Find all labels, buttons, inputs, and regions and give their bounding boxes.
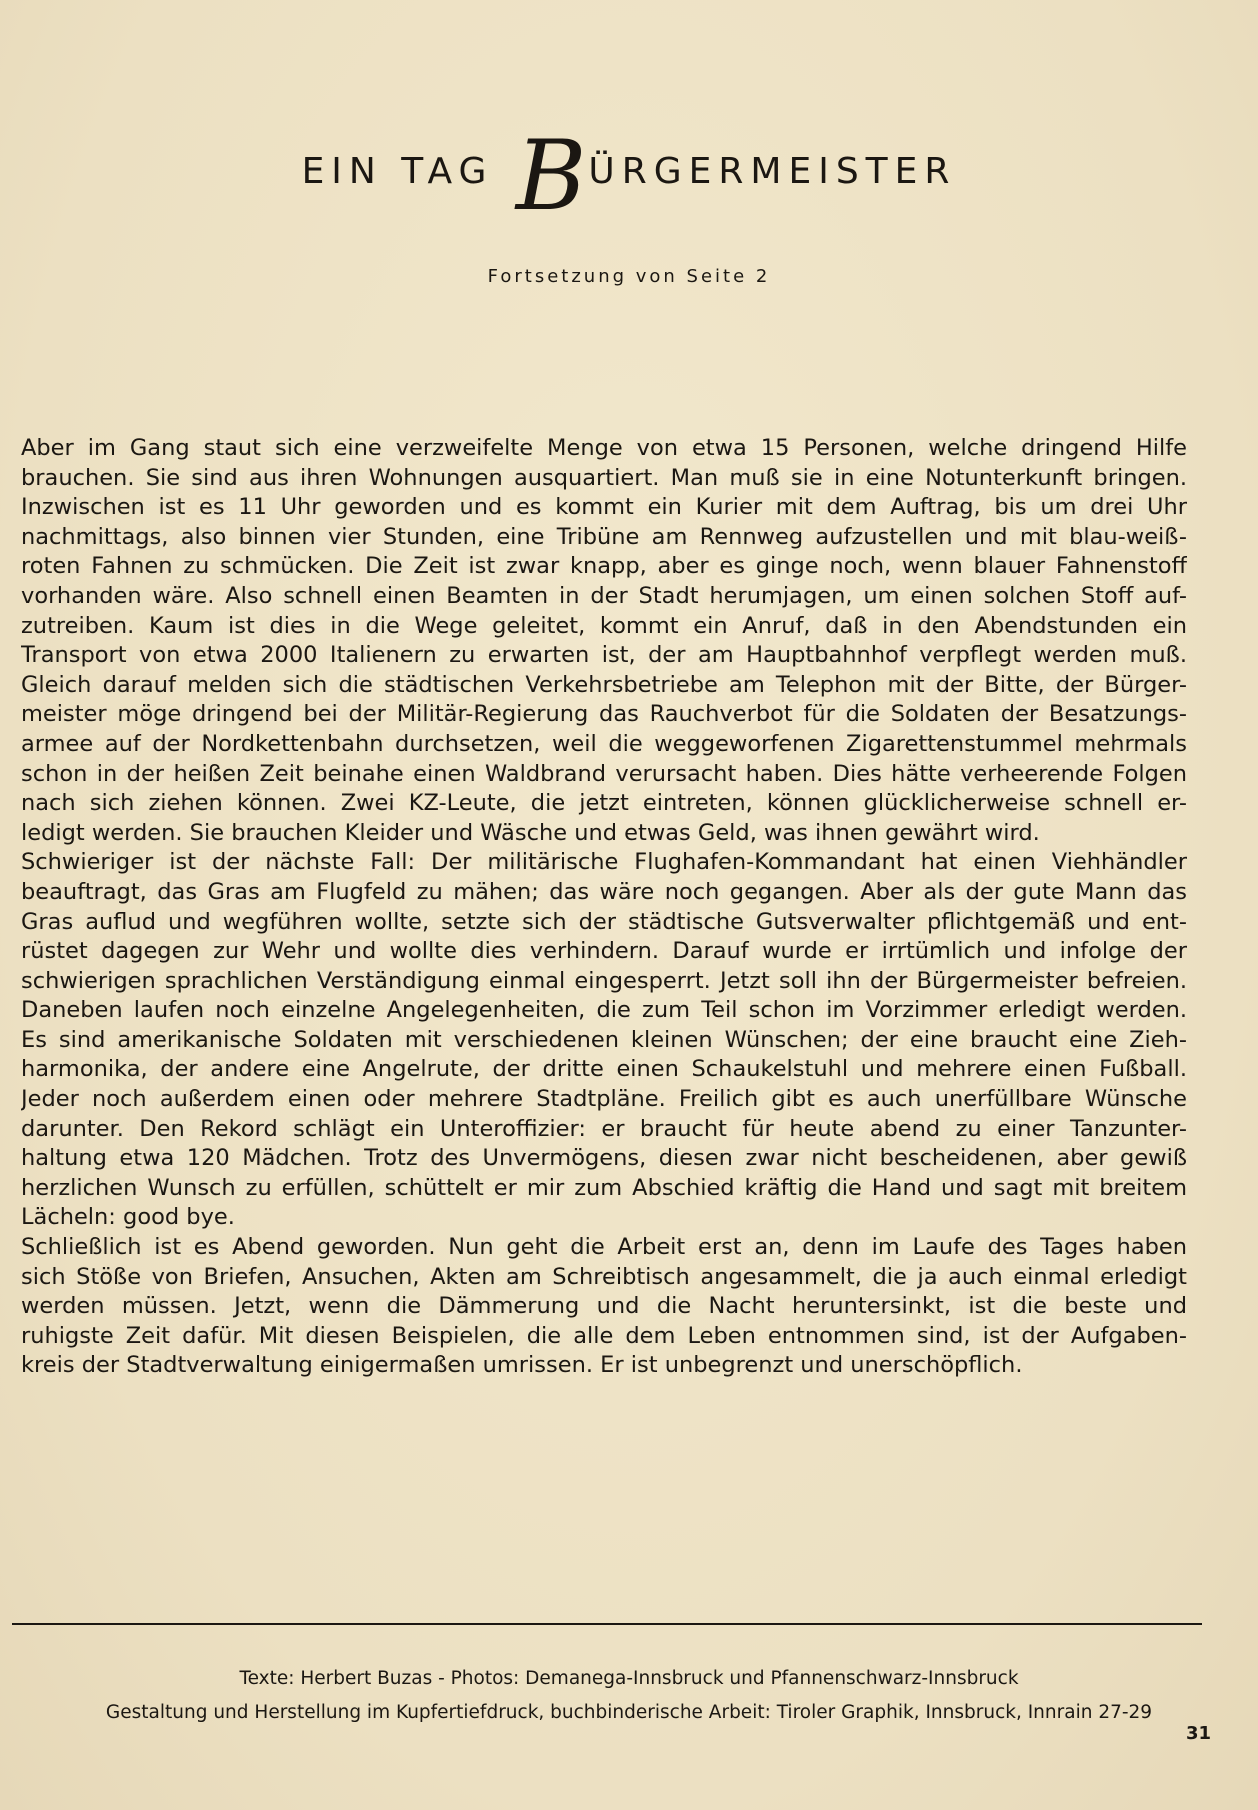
body-line: haltung etwa 120 Mädchen. Trotz des Unvermögens, diesen zwar nicht bescheidenen, aber gewiß	[21, 1145, 1187, 1172]
body-line: darunter. Den Rekord schlägt ein Unteroffizier: er braucht für heute abend zu einer Tanzunter-	[21, 1115, 1187, 1142]
body-line: armee auf der Nordkettenbahn durchsetzen, weil die weggeworfenen Zigarettenstummel mehrmals	[21, 730, 1187, 757]
body-line: ledigt werden. Sie brauchen Kleider und Wäsche und etwas Geld, was ihnen gewährt wird.	[21, 819, 1040, 846]
article-body	[21, 434, 1187, 1381]
body-line: Gras auflud und wegführen wollte, setzte sich der städtische Gutsverwalter pflichtgemäß und ent-	[21, 908, 1187, 935]
body-line: schon in der heißen Zeit beinahe einen Waldbrand verursacht haben. Dies hätte verheerende Folgen	[21, 760, 1187, 787]
body-line: Schließlich ist es Abend geworden. Nun geht die Arbeit erst an, denn im Laufe des Tages haben	[21, 1234, 1187, 1261]
body-line: kreis der Stadtverwaltung einigermaßen umrissen. Er ist unbegrenzt und unerschöpflich.	[21, 1352, 1023, 1379]
body-line: sich Stöße von Briefen, Ansuchen, Akten am Schreibtisch angesammelt, die ja auch einmal erledigt	[21, 1263, 1187, 1290]
credits-production: Gestaltung und Herstellung im Kupfertiefdruck, buchbinderische Arbeit: Tiroler Graphik, Innsbruck, Innrain 27-29	[105, 1702, 1153, 1723]
body-line: herzlichen Wunsch zu erfüllen, schüttelt er mir zum Abschied kräftig die Hand und sagt mit breitem	[21, 1174, 1187, 1201]
body-line: Inzwischen ist es 11 Uhr geworden und es kommt ein Kurier mit dem Auftrag, bis um drei Uhr	[21, 494, 1187, 521]
body-line: brauchen. Sie sind aus ihren Wohnungen ausquartiert. Man muß sie in eine Notunterkunft bringen.	[21, 464, 1187, 491]
body-line: vorhanden wäre. Also schnell einen Beamten in der Stadt herumjagen, um einen solchen Stoff auf-	[21, 582, 1187, 609]
title-rest: ÜRGERMEISTER	[588, 151, 957, 192]
footer-divider	[12, 1623, 1202, 1625]
body-line: schwierigen sprachlichen Verständigung einmal eingesperrt. Jetzt soll ihn der Bürgermeister befreien.	[21, 967, 1187, 994]
body-line: roten Fahnen zu schmücken. Die Zeit ist zwar knapp, aber es ginge noch, wenn blauer Fahnenstoff	[21, 553, 1187, 580]
body-line: Jeder noch außerdem einen oder mehrere Stadtpläne. Freilich gibt es auch unerfüllbare Wünsche	[21, 1086, 1187, 1113]
body-line: harmonika, der andere eine Angelrute, der dritte einen Schaukelstuhl und mehrere einen Fußball.	[21, 1056, 1187, 1083]
body-line: Daneben laufen noch einzelne Angelegenheiten, die zum Teil schon im Vorzimmer erledigt werden.	[21, 997, 1187, 1024]
body-line: Gleich darauf melden sich die städtischen Verkehrsbetriebe am Telephon mit der Bitte, der Bürger-	[21, 671, 1187, 698]
footer-credits	[0, 1662, 1258, 1730]
body-line: beauftragt, das Gras am Flugfeld zu mähen; das wäre noch gegangen. Aber als der gute Mann das	[21, 878, 1187, 905]
page-number: 31	[1186, 1723, 1212, 1744]
body-line: nachmittags, also binnen vier Stunden, eine Tribüne am Rennweg aufzustellen und mit blau-weiß-	[21, 523, 1187, 550]
continuation-note: Fortsetzung von Seite 2	[487, 266, 771, 287]
body-line: zutreiben. Kaum ist dies in die Wege geleitet, kommt ein Anruf, daß in den Abendstunden ein	[21, 612, 1187, 639]
body-line: Es sind amerikanische Soldaten mit verschiedenen kleinen Wünschen; der eine braucht eine Zieh-	[21, 1026, 1187, 1053]
body-line: rüstet dagegen zur Wehr und wollte dies verhindern. Darauf wurde er irrtümlich und infolge der	[21, 938, 1187, 965]
title-decorative-initial: B	[515, 120, 587, 232]
body-line: meister möge dringend bei der Militär-Regierung das Rauchverbot für die Soldaten der Besatzungs-	[21, 701, 1187, 728]
body-line: Schwieriger ist der nächste Fall: Der militärische Flughafen-Kommandant hat einen Viehhändler	[21, 849, 1187, 876]
page-title	[0, 120, 1258, 232]
credits-text-photo: Texte: Herbert Buzas - Photos: Demanega-Innsbruck und Pfannenschwarz-Innsbruck	[239, 1668, 1019, 1689]
body-line: werden müssen. Jetzt, wenn die Dämmerung und die Nacht heruntersinkt, ist die beste und	[21, 1293, 1187, 1320]
body-line: nach sich ziehen können. Zwei KZ-Leute, die jetzt eintreten, können glücklicherweise schnell er-	[21, 790, 1187, 817]
body-line: Transport von etwa 2000 Italienern zu erwarten ist, der am Hauptbahnhof verpflegt werden muß.	[21, 642, 1187, 669]
body-line: ruhigste Zeit dafür. Mit diesen Beispielen, die alle dem Leben entnommen sind, ist der Aufgaben-	[21, 1322, 1187, 1349]
title-prefix: EIN TAG	[301, 151, 494, 192]
body-line: Aber im Gang staut sich eine verzweifelte Menge von etwa 15 Personen, welche dringend Hilfe	[21, 435, 1187, 461]
body-line: Lächeln: good bye.	[21, 1204, 235, 1231]
